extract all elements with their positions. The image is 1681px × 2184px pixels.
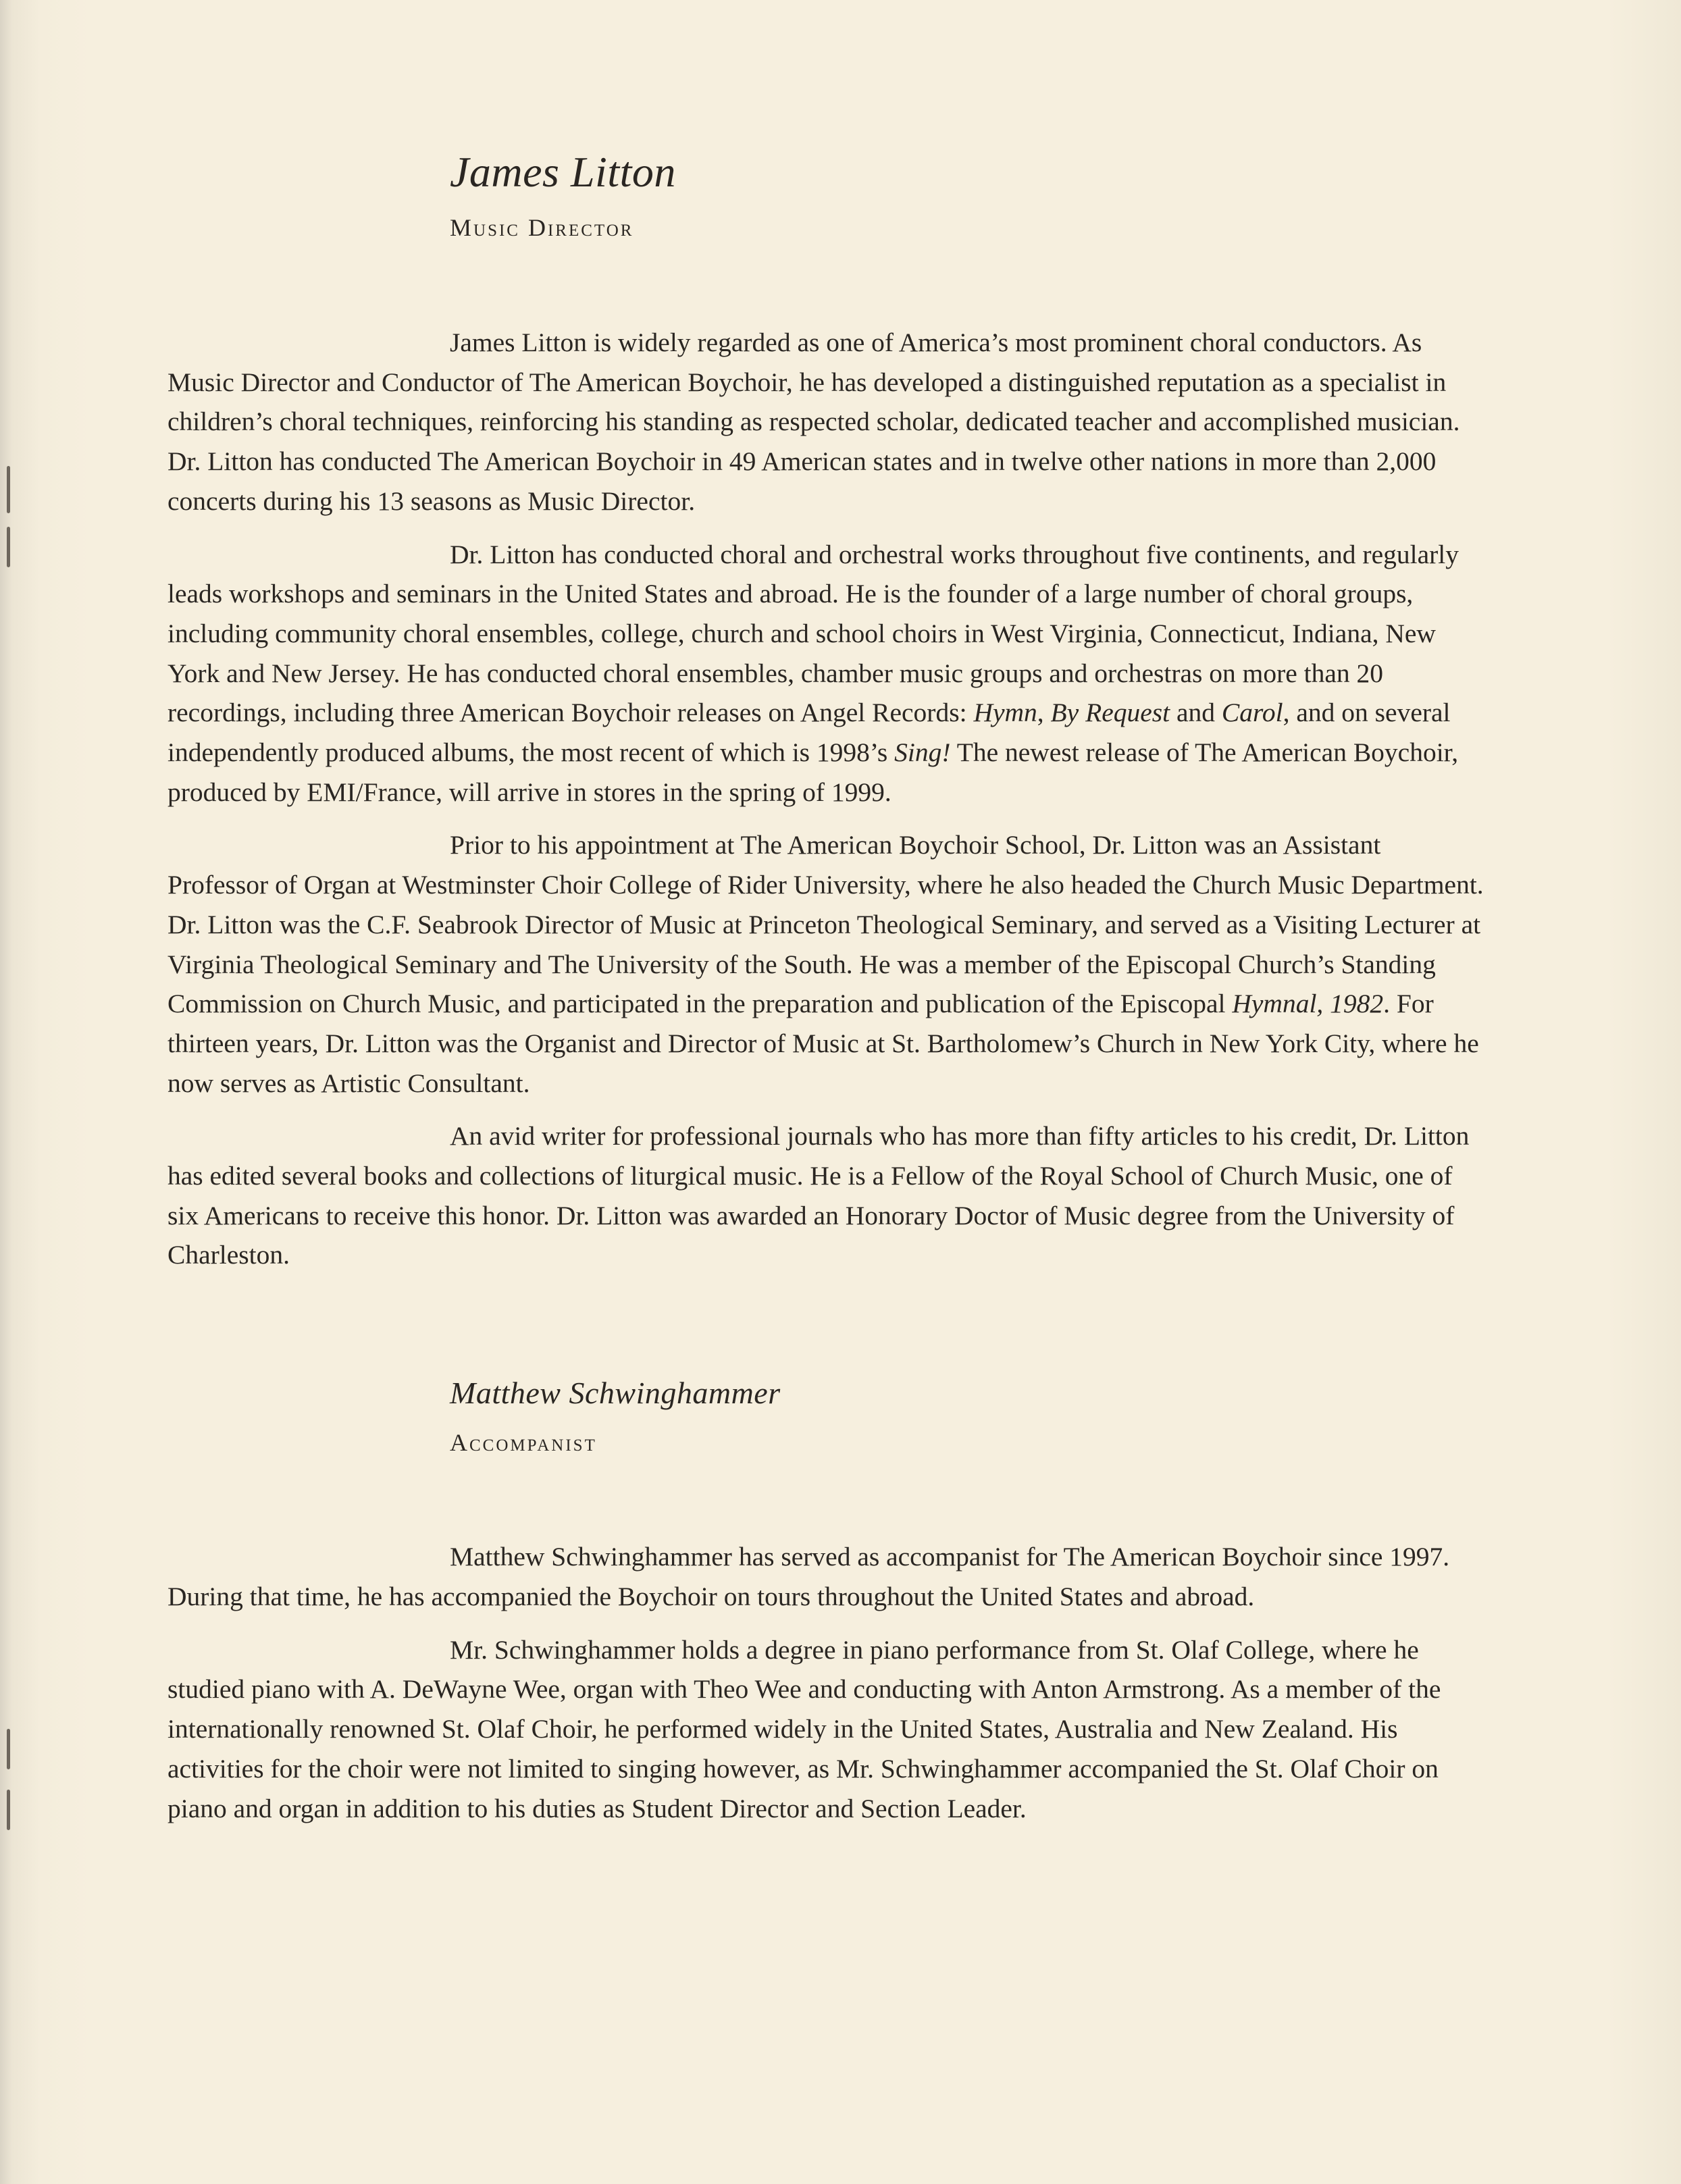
bio-paragraph (167, 323, 1484, 521)
bio-section-director (167, 149, 1484, 1275)
text-run: James Litton is widely regarded as one of America’s most prominent choral conductors. As Music Director and Conductor of The American Boychoir, he has developed a distinguished reputation as a specialist in children’s choral techniques, reinforcing his standing as respected scholar, dedicated teacher and accomplished musician. Dr. Litton has conducted The American Boychoir in 49 American states and in twelve other nations in more than 2,000 concerts during his 13 seasons as Music Director. (167, 327, 1460, 516)
text-run: Dr. Litton has conducted choral and orchestral works throughout five continents, and regularly leads workshops and seminars in the United States and abroad. He is the founder of a large number of choral groups, including community choral ensembles, college, church and school choirs in West Virginia, Connecticut, Indiana, New York and New Jersey. He has conducted choral ensembles, chamber music groups and orchestras on more than 20 recordings, including three American Boychoir releases on Angel Records: (167, 539, 1459, 728)
bio-paragraph (167, 1537, 1484, 1616)
text-run: , and on several independently produced albums, the most recent of which is 1998’s (167, 698, 1451, 768)
bio-paragraph (167, 825, 1484, 1103)
binding-mark (7, 1790, 10, 1830)
biography (167, 1537, 1484, 1828)
binding-mark (7, 466, 10, 513)
text-run: The newest release of The American Boychoir, produced by EMI/France, will arrive in stores in the spring of 1999. (167, 737, 1459, 807)
binding-mark (7, 1729, 10, 1769)
album-title: By Request (1050, 698, 1170, 728)
program-page (167, 149, 1484, 1842)
bio-section-accompanist (167, 1376, 1484, 1828)
text-run: An avid writer for professional journals who has more than fifty articles to his credit, Dr. Litton has edited several books and collections of liturgical music. He is a Fellow of the Royal School of Church Music, one of six Americans to receive this honor. Dr. Litton was awarded an Honorary Doctor of Music degree from the University of Charleston. (167, 1121, 1470, 1270)
text-run: and (1170, 698, 1222, 728)
text-run: Matthew Schwinghammer has served as accompanist for The American Boychoir since 1997. During that time, he has accompanied the Boychoir on tours throughout the United States and abroad. (167, 1542, 1450, 1612)
album-title: Carol (1221, 698, 1283, 728)
person-name: Matthew Schwinghammer (450, 1376, 781, 1411)
album-title: Hymn (973, 698, 1037, 728)
binding-mark (7, 527, 10, 567)
text-run: . For thirteen years, Dr. Litton was the Organist and Director of Music at St. Bartholomew’s Church in New York City, where he now serves as Artistic Consultant. (167, 989, 1479, 1098)
person-role: Music Director (450, 214, 634, 242)
text-run: , (1037, 698, 1051, 728)
biography (167, 323, 1484, 1275)
person-name: James Litton (450, 148, 676, 196)
publication-title: Hymnal, 1982 (1232, 989, 1384, 1019)
person-role: Accompanist (450, 1428, 597, 1456)
bio-paragraph (167, 1116, 1484, 1275)
album-title: Sing! (894, 737, 951, 768)
bio-paragraph (167, 1630, 1484, 1829)
text-run: Prior to his appointment at The American Boychoir School, Dr. Litton was an Assistant Professor of Organ at Westminster Choir College of Rider University, where he also headed the Church Music Department. Dr. Litton was the C.F. Seabrook Director of Music at Princeton Theological Seminary, and served as a Visiting Lecturer at Virginia Theological Seminary and The University of the South. He was a member of the Episcopal Church’s Standing Commission on Church Music, and participated in the preparation and publication of the Episcopal (167, 830, 1484, 1019)
text-run: Mr. Schwinghammer holds a degree in piano performance from St. Olaf College, where he studied piano with A. DeWayne Wee, organ with Theo Wee and conducting with Anton Armstrong. As a member of the internationally renowned St. Olaf Choir, he performed widely in the United States, Australia and New Zealand. His activities for the choir were not limited to singing however, as Mr. Schwinghammer accompanied the St. Olaf Choir on piano and organ in addition to his duties as Student Director and Section Leader. (167, 1634, 1441, 1823)
bio-paragraph (167, 535, 1484, 812)
